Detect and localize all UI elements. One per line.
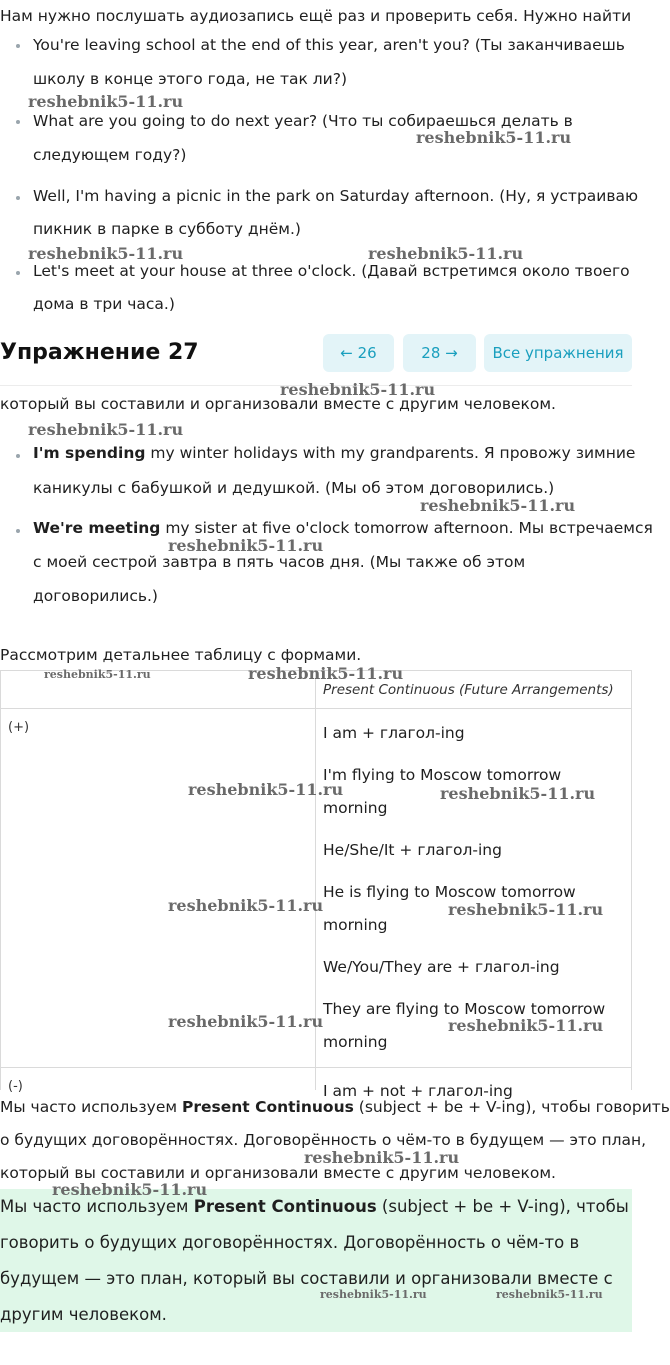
list-item-line: Let's meet at your house at three o'clock. (Давай встретимся около твоего xyxy=(33,262,630,280)
list-item-rest: my winter holidays with my grandparents. Я провожу зимние xyxy=(145,444,636,462)
watermark: reshebnik5-11.ru xyxy=(416,128,572,147)
watermark: reshebnik5-11.ru xyxy=(28,244,184,263)
list-item-line: дома в три часа.) xyxy=(33,295,175,313)
list-item-line: договорились.) xyxy=(33,587,158,605)
intro-text: Нам нужно послушать аудиозапись ещё раз и проверить себя. Нужно найти xyxy=(0,7,632,25)
watermark: reshebnik5-11.ru xyxy=(248,664,404,683)
watermark: reshebnik5-11.ru xyxy=(496,1288,603,1301)
table-cell-line: I am + глагол-ing xyxy=(323,724,465,742)
bullet-dot xyxy=(16,196,20,200)
table-border xyxy=(0,1067,632,1068)
table-cell-line: I'm flying to Moscow tomorrow xyxy=(323,766,562,784)
watermark: reshebnik5-11.ru xyxy=(440,784,596,803)
watermark: reshebnik5-11.ru xyxy=(448,900,604,919)
list-item-line: You're leaving school at the end of this year, aren't you? (Ты заканчиваешь xyxy=(33,36,625,54)
table-border xyxy=(0,708,632,709)
watermark: reshebnik5-11.ru xyxy=(420,496,576,515)
watermark: reshebnik5-11.ru xyxy=(304,1148,460,1167)
table-border xyxy=(631,670,632,1090)
summary-text: (subject + be + V-ing), чтобы говорить xyxy=(353,1098,670,1116)
highlight-text: (subject + be + V-ing), чтобы xyxy=(376,1197,629,1216)
summary-line: который вы составили и организовали вместе с другим человеком. xyxy=(0,1164,556,1182)
list-item-line xyxy=(33,518,653,538)
list-item-line: Well, I'm having a picnic in the park on Saturday afternoon. (Ну, я устраиваю xyxy=(33,187,639,205)
row-label-plus: (+) xyxy=(8,720,30,735)
list-item-line: пикник в парке в субботу днём.) xyxy=(33,220,301,238)
table-cell-line: I am + not + глагол-ing xyxy=(323,1082,513,1100)
next-exercise-button[interactable]: 28 → xyxy=(403,334,476,372)
table-cell-line: He is flying to Moscow tomorrow xyxy=(323,883,576,901)
prev-exercise-button[interactable]: ← 26 xyxy=(323,334,394,372)
list-item-line: каникулы с бабушкой и дедушкой. (Мы об этом договорились.) xyxy=(33,479,555,497)
table-cell-line: He/She/It + глагол-ing xyxy=(323,841,502,859)
table-intro: Рассмотрим детальнее таблицу с формами. xyxy=(0,646,362,664)
exercise-title: Упражнение 27 xyxy=(0,340,199,365)
watermark: reshebnik5-11.ru xyxy=(368,244,524,263)
bullet-dot xyxy=(16,271,20,275)
summary-line xyxy=(0,1097,670,1117)
highlight-line xyxy=(0,1197,629,1216)
list-item-rest: my sister at five o'clock tomorrow afternoon. Мы встречаемся xyxy=(160,519,653,537)
highlight-text: Мы часто используем xyxy=(0,1197,194,1216)
table-cell-line: They are flying to Moscow tomorrow xyxy=(323,1000,606,1018)
watermark: reshebnik5-11.ru xyxy=(28,420,184,439)
row-label-minus: (-) xyxy=(8,1079,23,1094)
bullet-dot xyxy=(16,44,20,48)
list-item-line: с моей сестрой завтра в пять часов дня. (Мы также об этом xyxy=(33,553,526,571)
watermark: reshebnik5-11.ru xyxy=(448,1016,604,1035)
summary-line: о будущих договорённостях. Договорённость о чём-то в будущем — это план, xyxy=(0,1131,647,1149)
keyword: Present Continuous xyxy=(193,1197,377,1216)
keyword: Present Continuous xyxy=(181,1098,354,1116)
keyword: I'm spending xyxy=(33,444,146,462)
table-cell-line: We/You/They are + глагол-ing xyxy=(323,958,560,976)
watermark: reshebnik5-11.ru xyxy=(168,536,324,555)
table-cell-line: morning xyxy=(323,799,388,817)
keyword: We're meeting xyxy=(33,519,161,537)
bullet-dot xyxy=(16,529,20,533)
table-cell-line: morning xyxy=(323,1033,388,1051)
watermark: reshebnik5-11.ru xyxy=(280,380,436,399)
table-cell-line: morning xyxy=(323,916,388,934)
bullet-dot xyxy=(16,120,20,124)
watermark: reshebnik5-11.ru xyxy=(52,1180,208,1199)
list-item-line: школу в конце этого года, не так ли?) xyxy=(33,70,348,88)
bullet-dot xyxy=(16,454,20,458)
watermark: reshebnik5-11.ru xyxy=(28,92,184,111)
table-header: Present Continuous (Future Arrangements) xyxy=(323,682,614,698)
watermark: reshebnik5-11.ru xyxy=(168,896,324,915)
table-border xyxy=(0,670,1,1090)
list-item-line xyxy=(33,443,635,463)
watermark: reshebnik5-11.ru xyxy=(188,780,344,799)
all-exercises-button[interactable]: Все упражнения xyxy=(484,334,632,372)
summary-text: Мы часто используем xyxy=(0,1098,182,1116)
list-item-line: следующем году?) xyxy=(33,146,187,164)
highlight-line: говорить о будущих договорённостях. Договорённость о чём-то в xyxy=(0,1233,580,1252)
watermark: reshebnik5-11.ru xyxy=(44,668,151,681)
watermark: reshebnik5-11.ru xyxy=(168,1012,324,1031)
list-item-line: What are you going to do next year? (Что ты собираешься делать в xyxy=(33,112,573,130)
section-text: который вы составили и организовали вместе с другим человеком. xyxy=(0,395,556,413)
highlight-line: будущем — это план, который вы составили и организовали вместе с xyxy=(0,1269,613,1288)
highlight-line: другим человеком. xyxy=(0,1305,167,1324)
watermark: reshebnik5-11.ru xyxy=(320,1288,427,1301)
